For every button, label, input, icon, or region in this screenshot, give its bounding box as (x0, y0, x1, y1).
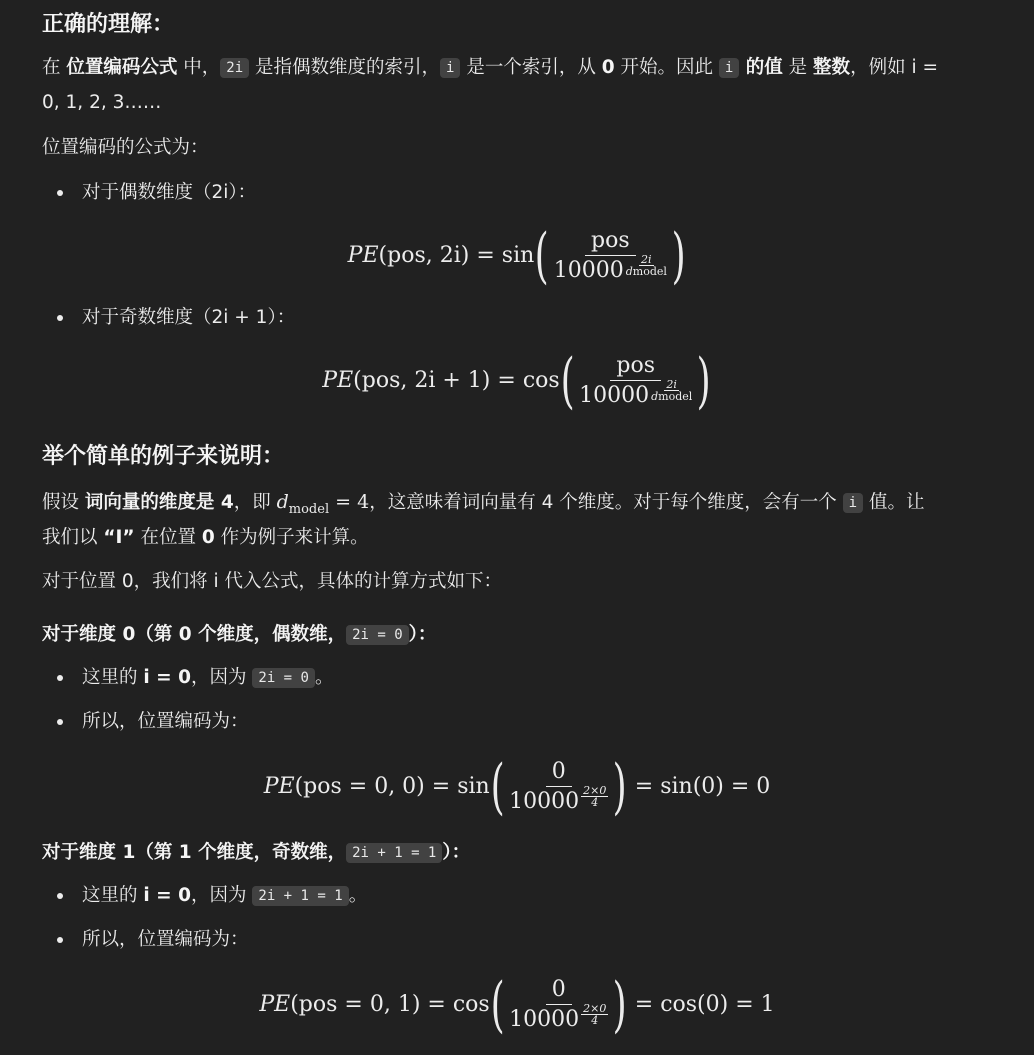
bullet-list (42, 175, 1002, 210)
section-heading-example: 举个简单的例子来说明： (42, 444, 285, 469)
list-item-encoding-result: 所以，位置编码为： (42, 704, 1002, 739)
formula-even-dimension: PE (pos, 2i) = sin ( pos 10000 2i dmodel ) (347, 221, 686, 291)
formula-odd-dimension: PE (pos, 2i + 1) = cos ( pos 10000 2i dmodel ) (322, 346, 712, 416)
paragraph-index-explanation: 在 位置编码公式 中， 2i 是指偶数维度的索引， i 是一个索引，从 0 开始。因此 i 的值 是 整数，例如 i = 0, 1, 2, 3…… (42, 57, 938, 114)
inline-code-i: i (440, 58, 460, 78)
list-item-encoding-result: 所以，位置编码为： (42, 922, 1002, 957)
inline-math-d-model: $d_{model} = 4$ (276, 491, 370, 517)
dim0-bullet-list (42, 660, 1002, 739)
dim1-title: 对于维度 1（第 1 个维度，奇数维， 2i + 1 = 1 ）： (42, 842, 471, 863)
dim0-title: 对于维度 0（第 0 个维度，偶数维， 2i = 0 ）： (42, 624, 437, 645)
list-item-even-dimension: 对于偶数维度（2i）： (42, 175, 1002, 210)
formula-dim0-calculation: PE (pos = 0, 0) = sin ( 0 10000 2×0 4 ) = sin(0) = 0 (263, 752, 771, 822)
inline-code-2i: 2i (220, 58, 249, 78)
formula-dim1-calculation: PE (pos = 0, 1) = cos ( 0 10000 2×0 4 ) = cos(0) = 1 (259, 970, 775, 1040)
inline-code-2i-eq-0: 2i = 0 (346, 625, 409, 645)
paragraph-example-setup: 假设 词向量的维度是 4，即 $d_{model} = 4$，这意味着词向量有 4 个维度。对于每个维度，会有一个 i 值。让 我们以 “I” 在位置 0 作为例子来计算。 (42, 491, 925, 549)
list-item-odd-dimension: 对于奇数维度（2i + 1）： (42, 300, 1002, 335)
inline-code-i: i (843, 493, 863, 513)
inline-code-2i-plus-1-eq-1: 2i + 1 = 1 (346, 843, 442, 863)
inline-code-i: i (719, 58, 739, 78)
paragraph-calculation-intro: 对于位置 0，我们将 i 代入公式，具体的计算方式如下： (42, 571, 503, 592)
section-heading-correct-understanding: 正确的理解： (42, 12, 175, 37)
formula-intro-text: 位置编码的公式为： (42, 137, 209, 158)
list-item-i-value: 这里的 i = 0，因为 2i = 0 。 (42, 660, 1002, 695)
inline-code-2i-plus-1-eq-1: 2i + 1 = 1 (252, 886, 348, 906)
inline-code-2i-eq-0: 2i = 0 (252, 668, 315, 688)
dim1-bullet-list (42, 878, 1002, 957)
list-item-i-value: 这里的 i = 0，因为 2i + 1 = 1 。 (42, 878, 1002, 913)
bullet-list (42, 300, 1002, 335)
